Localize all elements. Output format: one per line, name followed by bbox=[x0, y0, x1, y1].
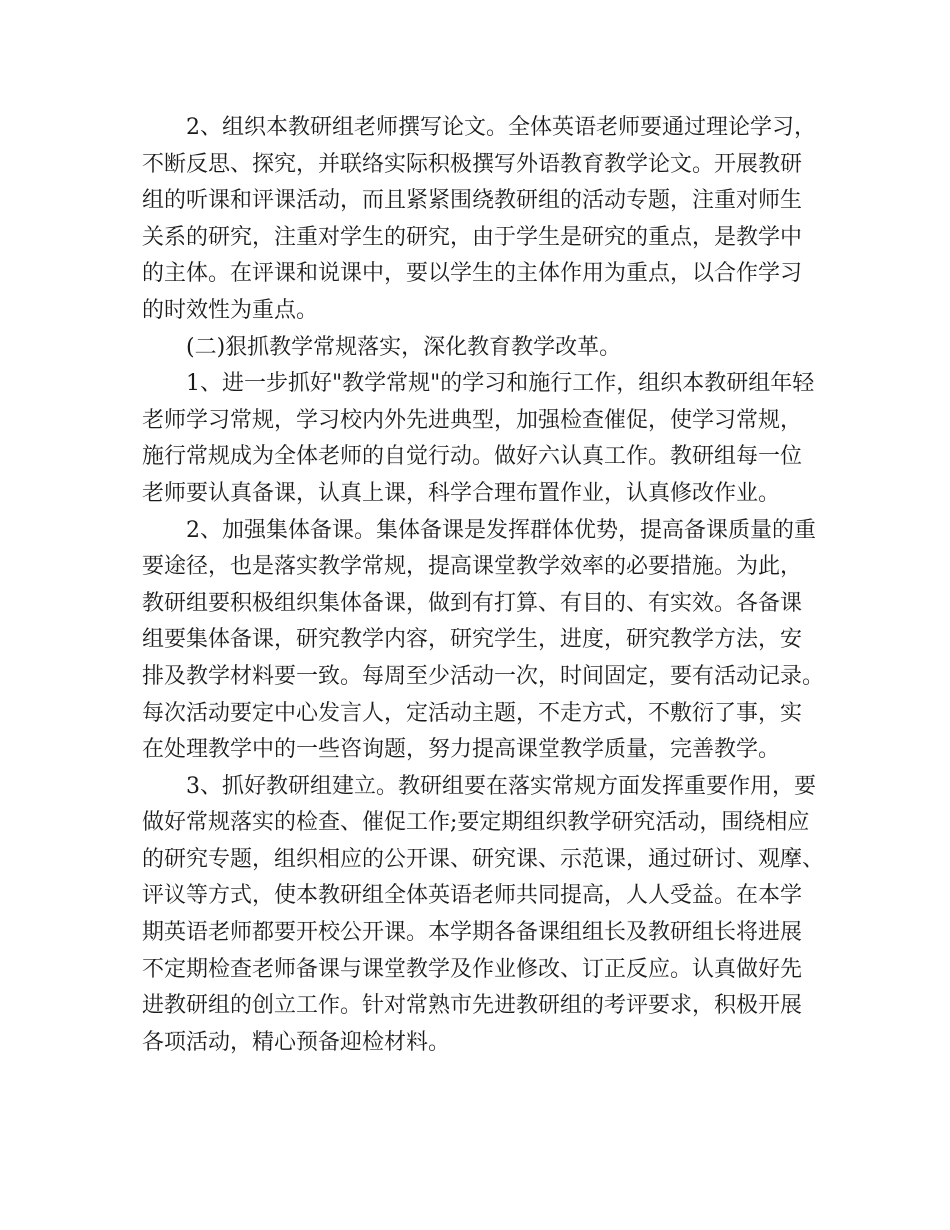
text-line: 1、进一步抓好"教学常规"的学习和施行工作，组织本教研组年轻 bbox=[186, 371, 815, 397]
text-line: 排及教学材料要一致。每周至少活动一次，时间固定，要有活动记录。 bbox=[142, 663, 825, 689]
text-line: 要途径，也是落实教学常规，提高课堂教学效率的必要措施。为此， bbox=[142, 554, 803, 580]
text-line: 3、抓好教研组建立。教研组要在落实常规方面发挥重要作用，要 bbox=[186, 773, 816, 799]
text-line: 老师要认真备课，认真上课，科学合理布置作业，认真修改作业。 bbox=[142, 480, 781, 506]
text-line: 的研究专题，组织相应的公开课、研究课、示范课，通过研讨、观摩、 bbox=[142, 846, 825, 872]
document-body bbox=[142, 110, 825, 1061]
text-line: 评议等方式，使本教研组全体英语老师共同提高，人人受益。在本学 bbox=[142, 883, 803, 909]
text-line: 关系的研究，注重对学生的研究，由于学生是研究的重点，是教学中 bbox=[142, 224, 803, 250]
text-line: 施行常规成为全体老师的自觉行动。做好六认真工作。教研组每一位 bbox=[142, 444, 803, 470]
text-line: 老师学习常规，学习校内外先进典型，加强检查催促，使学习常规， bbox=[142, 407, 803, 433]
text-line: 2、加强集体备课。集体备课是发挥群体优势，提高备课质量的重 bbox=[186, 517, 816, 543]
text-line: 期英语老师都要开校公开课。本学期各备课组组长及教研组长将进展 bbox=[142, 920, 803, 946]
text-line: 的主体。在评课和说课中，要以学生的主体作用为重点，以合作学习 bbox=[142, 261, 803, 287]
text-line: (二)狠抓教学常规落实，深化教育教学改革。 bbox=[186, 334, 622, 360]
text-line: 每次活动要定中心发言人，定活动主题，不走方式，不敷衍了事，实 bbox=[142, 700, 803, 726]
text-line: 不定期检查老师备课与课堂教学及作业修改、订正反应。认真做好先 bbox=[142, 956, 803, 982]
text-line: 进教研组的创立工作。针对常熟市先进教研组的考评要求，积极开展 bbox=[142, 993, 803, 1019]
text-line: 做好常规落实的检查、催促工作;要定期组织教学研究活动，围绕相应 bbox=[142, 810, 810, 836]
text-line: 的时效性为重点。 bbox=[142, 297, 319, 323]
text-line: 教研组要积极组织集体备课，做到有打算、有目的、有实效。各备课 bbox=[142, 590, 803, 616]
text-line: 各项活动，精心预备迎检材料。 bbox=[142, 1029, 451, 1055]
text-line: 2、组织本教研组老师撰写论文。全体英语老师要通过理论学习， bbox=[186, 115, 816, 140]
text-line: 组要集体备课，研究教学内容，研究学生，进度，研究教学方法，安 bbox=[142, 627, 803, 653]
text-line: 在处理教学中的一些咨询题，努力提高课堂教学质量，完善教学。 bbox=[142, 737, 781, 763]
text-line: 不断反思、探究，并联络实际积极撰写外语教育教学论文。开展教研 bbox=[142, 151, 803, 177]
text-line: 组的听课和评课活动，而且紧紧围绕教研组的活动专题，注重对师生 bbox=[142, 188, 803, 214]
